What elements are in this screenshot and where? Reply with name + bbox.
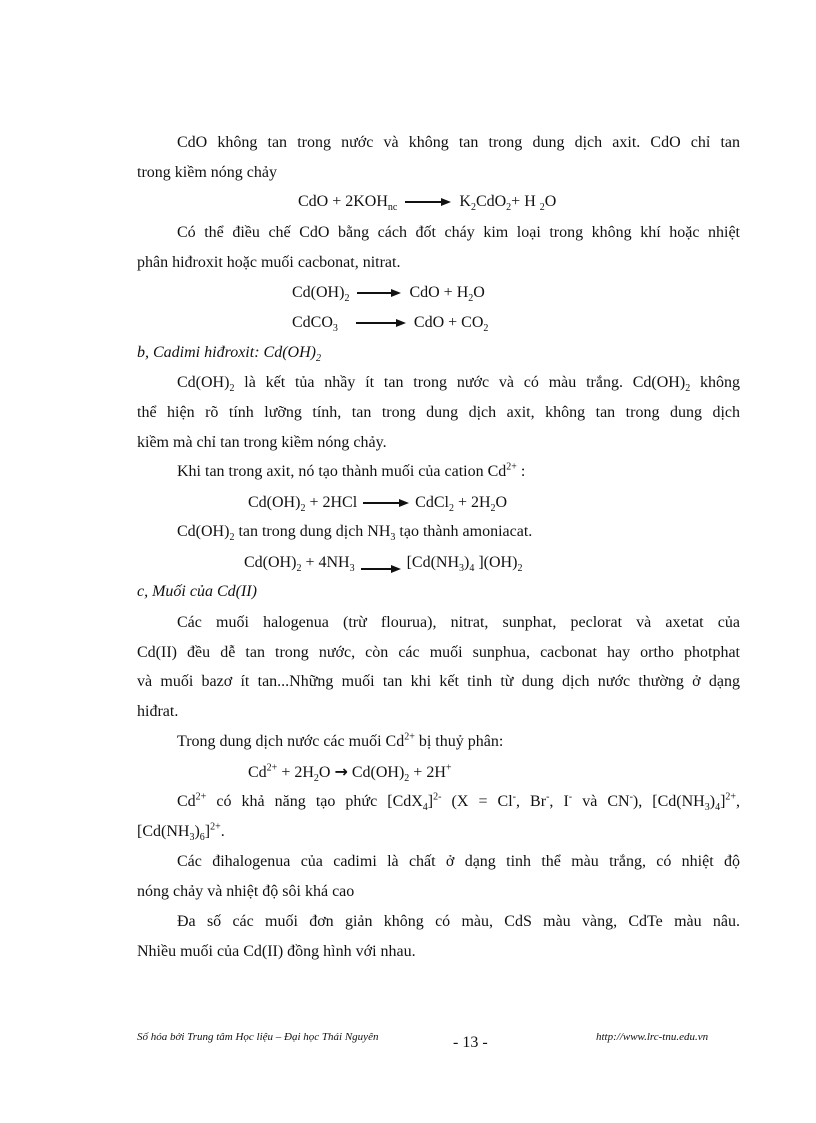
paragraph-7-line-2: $[Cd(NH_3)_6]^{2+}$. <box>137 821 225 844</box>
paragraph-5-line-2: Cd(II) đều dễ tan trong nước, còn các muối sunphua, cacbonat hay ortho photphat <box>137 644 740 661</box>
paragraph-5-line-1: Các muối halogenua (trừ flourua), nitrat, sunphat, peclorat và axetat của <box>177 614 740 631</box>
section-heading-b: b, Cadimi hiđroxit: $Cd(OH)_2$ <box>137 344 321 365</box>
paragraph-6: Trong dung dịch nước các muối $Cd^{2+}$ bị thuỷ phân: <box>177 731 504 750</box>
equation-cdco3-decomposition: CdCO$_3$ CdO + $CO_2$ <box>292 314 489 335</box>
page-number: - 13 - <box>453 1034 488 1051</box>
section-heading-c: c, Muối của Cd(II) <box>137 583 257 600</box>
footer-source: Số hóa bởi Trung tâm Học liệu – Đại học Thái Nguyên <box>137 1031 379 1043</box>
reaction-arrow-icon <box>363 498 409 508</box>
reaction-arrow-icon <box>361 561 401 573</box>
paragraph-9-line-1: Đa số các muối đơn giản không có màu, CdS màu vàng, CdTe màu nâu. <box>177 913 740 930</box>
paragraph-3-line-3: kiềm mà chỉ tan trong kiềm nóng chảy. <box>137 434 387 451</box>
reaction-arrow-icon <box>356 318 406 328</box>
paragraph-8-line-2: nóng chảy và nhiệt độ sôi khá cao <box>137 883 355 900</box>
paragraph-1-line-1: CdO không tan trong nước và không tan trong dung dịch axit. CdO chỉ tan <box>177 134 740 151</box>
equation-cd-hydrolysis: $Cd^{2+} + 2H_2O \to Cd(OH)_2 + 2H^+$ <box>248 762 452 785</box>
paragraph-8-line-1: Các đihalogenua của cadimi là chất ở dạng tinh thể màu trắng, có nhiệt độ <box>177 853 740 870</box>
paragraph-5-line-4: hiđrat. <box>137 703 179 720</box>
paragraph-7-line-1: $Cd^{2+}$ có khả năng tạo phức $[CdX_4]^{2-}$ (X = Cl-, Br-, I- và CN-), $[Cd(NH_3)_4]^{2+}$, <box>177 791 741 814</box>
reaction-arrow-icon: → <box>334 762 348 781</box>
paragraph-4: $Cd(OH)_2$ tan trong dung dịch $NH_3$ tạo thành amoniacat. <box>177 523 533 544</box>
equation-cdo-koh: CdO + $2KOH_{nc}$ $K_2CdO_2+ H$ $_2$O <box>298 193 557 214</box>
paragraph-2-line-1: Có thể điều chế CdO bằng cách đốt cháy kim loại trong không khí hoặc nhiệt <box>177 224 740 241</box>
paragraph-2-line-2: phân hiđroxit hoặc muối cacbonat, nitrat. <box>137 254 401 271</box>
reaction-arrow-icon <box>405 197 451 207</box>
paragraph-3-line-2: thể hiện rõ tính lưỡng tính, tan trong dung dịch axit, không tan trong dung dịch <box>137 404 740 421</box>
paragraph-3-line-4: Khi tan trong axit, nó tạo thành muối của cation $Cd^{2+}$ : <box>177 461 526 480</box>
paragraph-1-line-2: trong kiềm nóng chảy <box>137 164 277 181</box>
equation-cdoh2-decomposition: $Cd(OH)_2$ CdO + $H_2O$ <box>292 284 485 305</box>
paragraph-9-line-2: Nhiều muối của Cd(II) đồng hình với nhau. <box>137 943 416 960</box>
equation-cdoh2-hcl: $Cd(OH)_2 + 2HCl$ CdCl$_2$ + $2H_2O$ <box>248 494 508 515</box>
reaction-arrow-icon <box>357 288 401 298</box>
paragraph-5-line-3: và muối bazơ ít tan...Những muối tan khi kết tinh từ dung dịch nước thường ở dạng <box>137 673 740 690</box>
equation-cdoh2-nh3: $Cd(OH)_2 + 4NH_3$ [$Cd(NH_3)_4$ ]$(OH)_2$ <box>244 554 523 575</box>
paragraph-3-line-1: $Cd(OH)_2$ là kết tủa nhầy ít tan trong nước và có màu trắng. $Cd(OH)_2$ không <box>177 374 741 395</box>
footer-url[interactable]: http://www.lrc-tnu.edu.vn <box>596 1031 709 1043</box>
